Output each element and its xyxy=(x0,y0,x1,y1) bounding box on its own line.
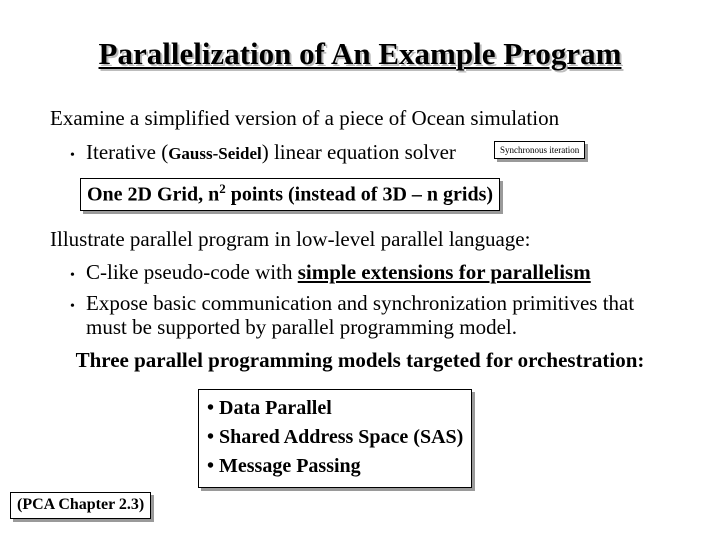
iterative-post: ) linear equation solver xyxy=(261,140,456,164)
intro-text: Examine a simplified version of a piece of Ocean simulation xyxy=(50,106,560,130)
models-heading: Three parallel programming models targeted for orchestration: xyxy=(75,348,645,372)
simple-extensions-text: simple extensions for parallelism xyxy=(297,260,591,284)
bullet-c-like xyxy=(70,260,591,285)
model-data-parallel: • Data Parallel xyxy=(207,397,332,419)
expose-line1: Expose basic communication and synchronization primitives that xyxy=(86,291,635,315)
grid-pre: One 2D Grid, n xyxy=(87,183,220,206)
page-title: Parallelization of An Example Program xyxy=(98,36,622,71)
expose-line2: must be supported by parallel programming model. xyxy=(86,315,517,339)
grid-box xyxy=(80,178,500,211)
c-like-pre: C-like pseudo-code with xyxy=(86,260,298,284)
synchronous-iteration-box: Synchronous iteration xyxy=(494,141,585,159)
bullet-glyph: • xyxy=(70,268,75,283)
pca-reference-box: (PCA Chapter 2.3) xyxy=(10,492,151,519)
grid-post: points (instead of 3D – n grids) xyxy=(225,183,494,206)
gauss-seidel-label: Gauss-Seidel xyxy=(168,144,262,163)
bullet-glyph: • xyxy=(70,148,75,163)
model-message-passing: • Message Passing xyxy=(207,455,361,477)
iterative-pre: Iterative ( xyxy=(86,140,169,164)
illustrate-text: Illustrate parallel program in low-level parallel language: xyxy=(50,227,531,251)
bullet-glyph: • xyxy=(70,299,75,314)
models-box xyxy=(198,389,472,488)
model-shared-address-space: • Shared Address Space (SAS) xyxy=(207,426,464,448)
grid-sup: 2 xyxy=(219,181,226,196)
bullet-iterative xyxy=(70,140,456,165)
bullet-expose xyxy=(70,291,634,316)
